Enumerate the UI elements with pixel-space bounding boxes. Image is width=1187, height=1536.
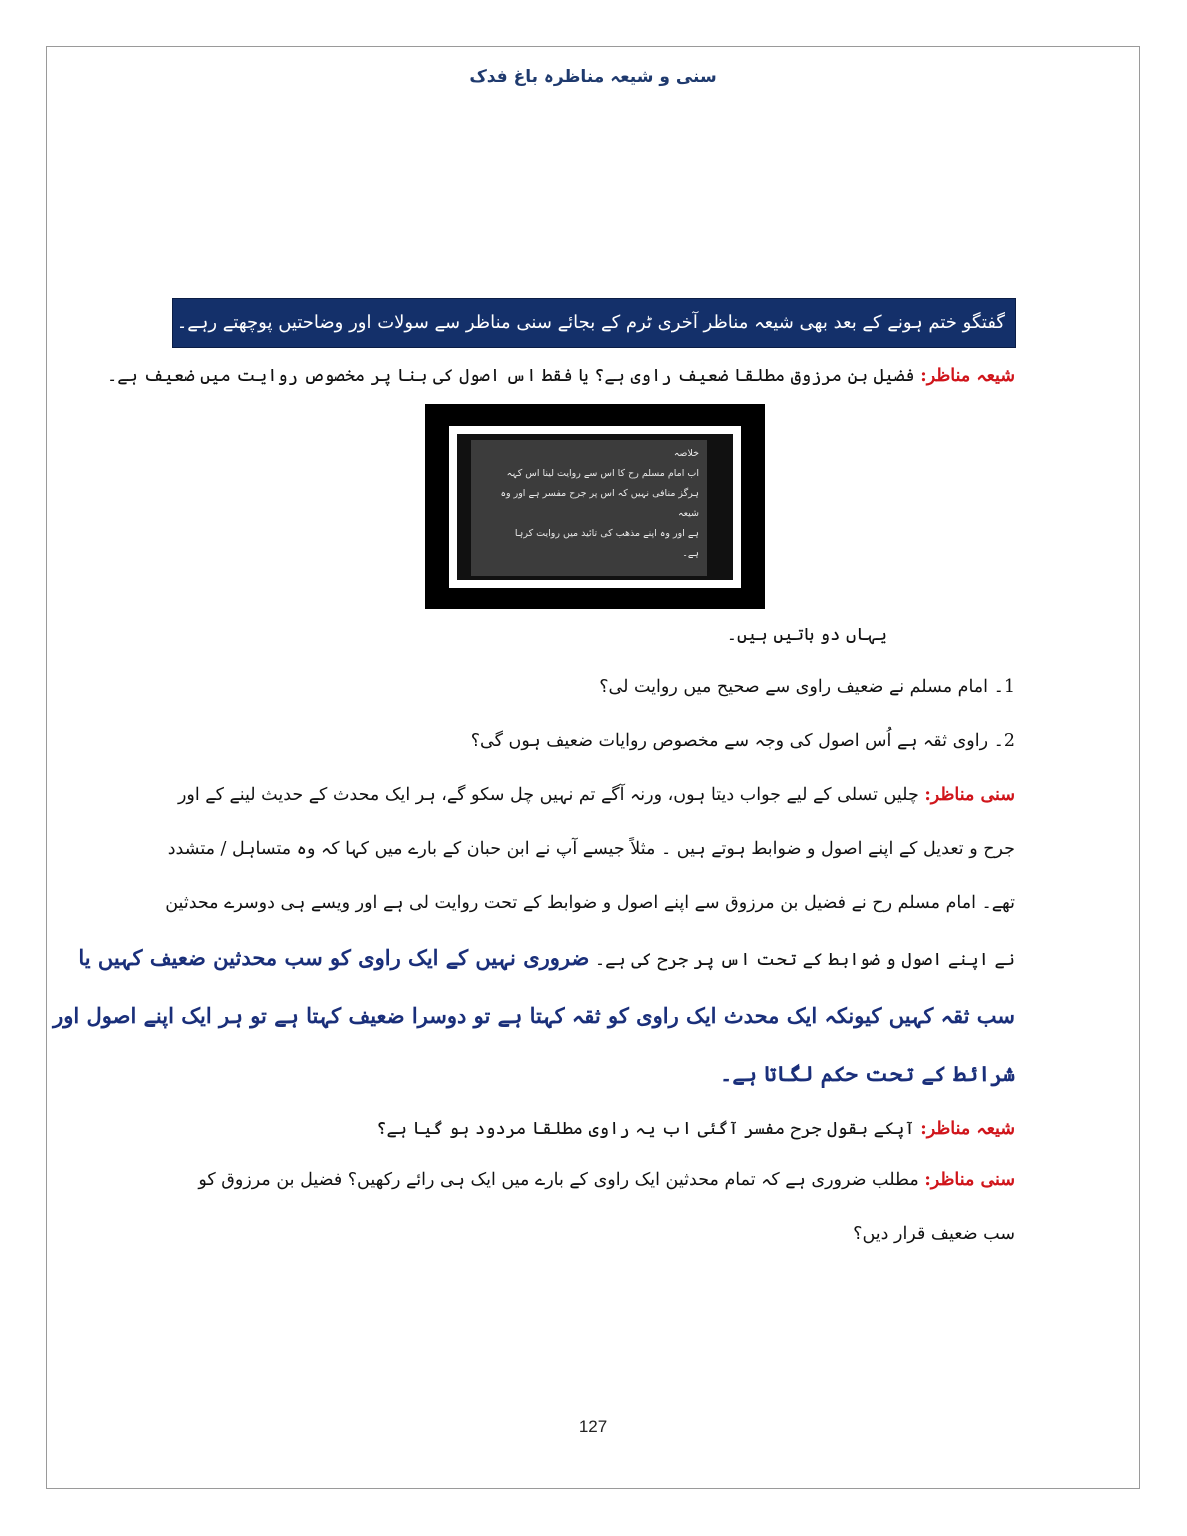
answer2-line-1	[198, 1170, 1015, 1190]
question2-text: آپکے بقول جرح مفسر آگئی اب یہ راوی مطلقا مردود ہو گیا ہے؟	[376, 1119, 915, 1139]
image-text-panel	[471, 440, 707, 576]
answer2-speaker: سنی مناظر:	[924, 1170, 1015, 1190]
answer1-speaker: سنی مناظر:	[924, 785, 1015, 805]
answer1-line-4	[78, 945, 1015, 970]
point-2: 2۔ راوی ثقہ ہے اُس اصول کی وجہ سے مخصوص روایات ضعیف ہوں گی؟	[470, 731, 1015, 751]
page-number: 127	[578, 1417, 608, 1436]
answer2-line-2: سب ضعیف قرار دیں؟	[853, 1224, 1015, 1244]
image-text-line: ہے اور وہ اپنے مذھب کی تائید میں روایت کرہا	[514, 528, 699, 539]
question2-speaker: شیعہ مناظر:	[920, 1119, 1015, 1139]
answer1-emphasis-2: سب ثقہ کہیں کیونکہ ایک محدث ایک راوی کو ثقہ کہتا ہے تو دوسرا ضعیف کہتا ہے تو ہر ایک اپنے اصول اور	[53, 1003, 1015, 1028]
answer1-text-1: چلیں تسلی کے لیے جواب دیتا ہوں، ورنہ آگے تم نہیں چل سکو گے، ہر ایک محدث کے حدیث لینے کے اور	[177, 785, 919, 805]
answer2-text-1: مطلب ضروری ہے کہ تمام محدثین ایک راوی کے بارے میں ایک ہی رائے رکھیں؟ فضیل بن مرزوق کو	[198, 1170, 919, 1190]
image-text-line: ہرگز منافی نہیں کہ اس پر جرح مفسر ہے اور وہ شیعہ	[500, 488, 699, 519]
answer1-line-1	[178, 785, 1015, 805]
answer1-line-3: تھے۔ امام مسلم رح نے فضیل بن مرزوق سے اپنے اصول و ضوابط کے تحت روایت لی ہے اور ویسے ہی دوسرے محدثین	[165, 893, 1015, 913]
image-text-line: اب امام مسلم رح کا اس سے روایت لینا اس کہہ	[506, 468, 699, 479]
question-speaker: شیعہ مناظر:	[920, 366, 1015, 386]
question-text: فضیل بن مرزوق مطلقا ضعیف راوی ہے؟ یا فقط اس اصول کی بنا پر مخصوص روایت میں ضعیف ہے۔	[107, 366, 915, 386]
image-text-line: خلاصہ	[673, 448, 699, 459]
point-1: 1۔ امام مسلم نے ضعیف راوی سے صحیح میں روایت لی؟	[599, 677, 1015, 697]
summary-banner: گفتگو ختم ہونے کے بعد بھی شیعہ مناظر آخری ٹرم کے بجائے سنی مناظر سے سولات اور وضاحتیں پوچھتے رہے۔	[172, 298, 1016, 348]
quoted-text-image	[425, 404, 765, 609]
question2-line	[376, 1119, 1015, 1139]
points-intro: یہاں دو باتیں ہیں۔	[726, 625, 887, 645]
question-line	[107, 366, 1015, 386]
image-text-line: ہے۔	[682, 548, 699, 559]
page-header-title: سنی و شیعہ مناظرہ باغ فدک	[469, 67, 717, 87]
answer1-emphasis-3: شرائط کے تحت حکم لگاتا ہے۔	[720, 1061, 1015, 1086]
answer1-emphasis-1: ضروری نہیں کے ایک راوی کو سب محدثین ضعیف کہیں یا	[78, 945, 590, 970]
answer1-text-4: نے اپنے اصول و ضوابط کے تحت اس پر جرح کی ہے۔	[594, 950, 1015, 970]
answer1-line-2: جرح و تعدیل کے اپنے اصول و ضوابط ہوتے ہیں ۔ مثلاً جیسے آپ نے ابن حبان کے بارے میں کہا کہ وہ متساہل / متشدد	[167, 839, 1015, 859]
page-border	[46, 46, 1140, 1489]
